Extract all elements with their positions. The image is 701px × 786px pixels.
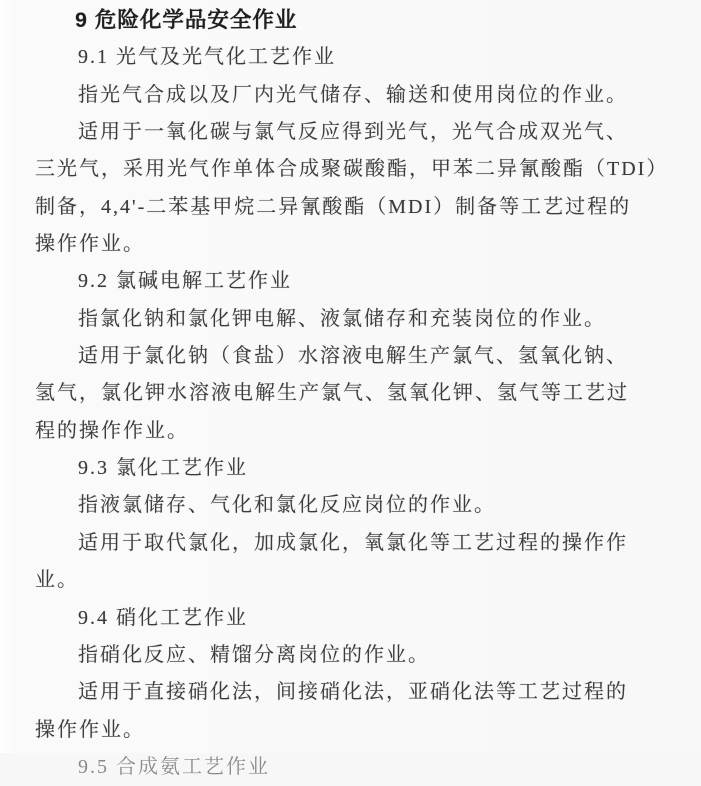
paragraph-line: 适用于一氧化碳与氯气反应得到光气，光气合成双光气、 [78,121,628,144]
paragraph-line: 指氯化钠和氯化钾电解、液氯储存和充装岗位的作业。 [78,307,606,330]
section-title: 9.2 氯碱电解工艺作业 [78,270,292,293]
paragraph-line: 操作作业。 [35,233,145,256]
paragraph-line: 适用于直接硝化法，间接硝化法，亚硝化法等工艺过程的 [78,681,628,704]
paragraph-line: 适用于取代氯化，加成氯化，氧氯化等工艺过程的操作作 [78,531,628,554]
section-title: 9.3 氯化工艺作业 [78,457,248,480]
chapter-heading: 9 危险化学品安全作业 [75,8,298,32]
paragraph-line: 氢气，氯化钾水溶液电解生产氯气、氢氧化钾、氢气等工艺过 [35,382,629,405]
section-title: 9.1 光气及光气化工艺作业 [78,46,336,69]
document-text-block [35,2,669,786]
paragraph-line: 适用于氯化钠（食盐）水溶液电解生产氯气、氢氧化钠、 [78,345,628,368]
paragraph-line: 操作作业。 [35,718,145,741]
paragraph-line: 程的操作作业。 [35,419,189,442]
section-title: 9.4 硝化工艺作业 [78,606,248,629]
paragraph-line: 业。 [35,569,79,592]
paragraph-line: 三光气，采用光气作单体合成聚碳酸酯，甲苯二异氰酸酯（TDI） [35,158,669,181]
paragraph-line: 指硝化反应、精馏分离岗位的作业。 [78,643,430,666]
clipped-section-title: 9.5 合成氨工艺作业 [78,755,270,778]
paragraph-line: 指液氯储存、气化和氯化反应岗位的作业。 [78,494,496,517]
paragraph-line: 制备，4,4'-二苯基甲烷二异氰酸酯（MDI）制备等工艺过程的 [35,195,632,218]
paragraph-line: 指光气合成以及厂内光气储存、输送和使用岗位的作业。 [78,83,628,106]
